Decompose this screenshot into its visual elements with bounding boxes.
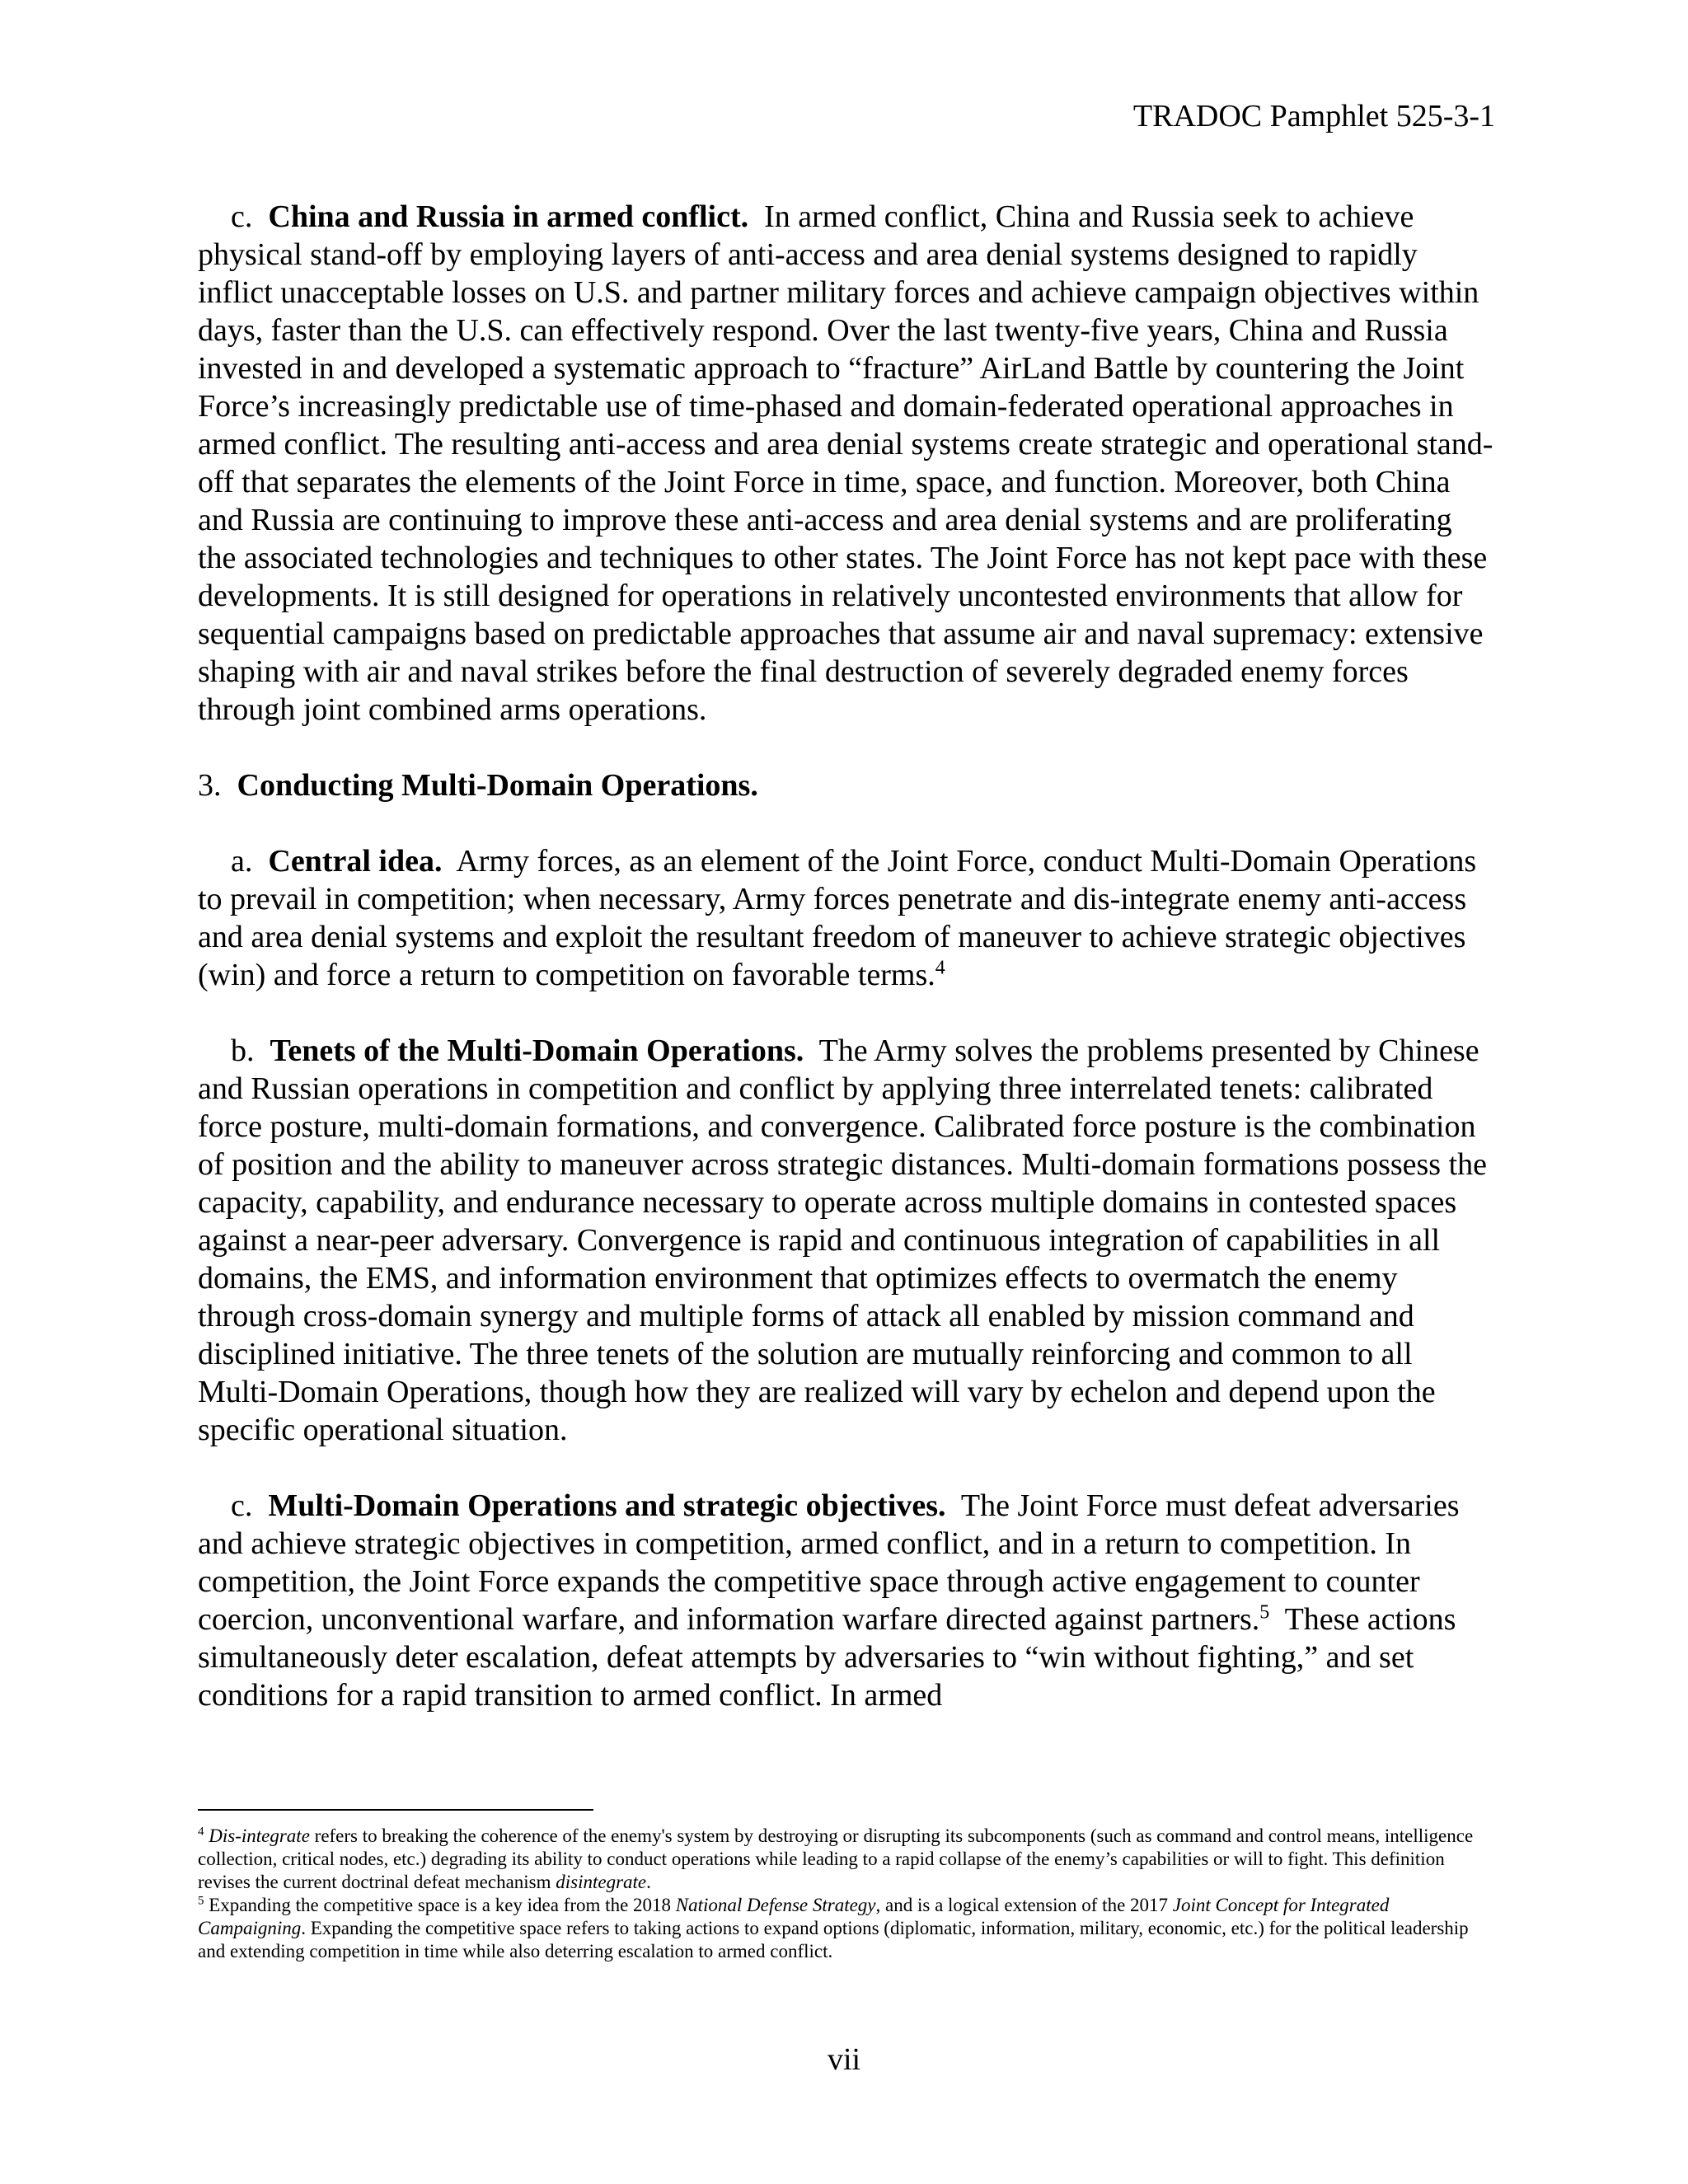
page-header: TRADOC Pamphlet 525-3-1 (1132, 99, 1495, 134)
paragraph-heading: Central idea. (268, 844, 443, 879)
footnote-title-nds: National Defense Strategy (675, 1895, 876, 1915)
footnote-end: . (646, 1872, 651, 1892)
footnote-text-c: . Expanding the competitive space refers to taking actions to expand options (diplomatic, information, military, economic, etc.) for the political leadership and extending competition in time while also deterring escalation to armed conflict. (198, 1918, 1469, 1961)
paragraph-label: b. (231, 1033, 255, 1068)
footnote-reference-5: 5 (1259, 1601, 1270, 1624)
paragraph-mdo-strategic-objectives (198, 1487, 1496, 1714)
page-number: vii (827, 2042, 861, 2077)
footnote-title-jcic: Joint Concept for Integrated Campaigning (198, 1895, 1390, 1938)
paragraph-label: c. (231, 199, 253, 234)
footnote-text: refers to breaking the coherence of the enemy's system by destroying or disrupting its subcomponents (such as command and control means, intelligence collection, critical nodes, etc.) degrading its ability to conduct operations while leading to a rapid collapse of the enemy’s capabilities or will to fight. This definition revises the current doctrinal defeat mechanism (198, 1825, 1474, 1892)
footnote-text-a: Expanding the competitive space is a key idea from the 2018 (209, 1895, 672, 1915)
paragraph-central-idea (198, 842, 1496, 994)
paragraph-heading: China and Russia in armed conflict. (268, 199, 749, 234)
paragraph-text-continued: These actions simultaneously deter escalation, defeat attempts by adversaries to “win without fighting,” and set conditions for a rapid transition to armed conflict. In armed (198, 1602, 1456, 1713)
footnote-term: Dis-integrate (209, 1825, 310, 1846)
body-text (198, 198, 1496, 1752)
paragraph-heading: Multi-Domain Operations and strategic objectives. (268, 1488, 946, 1523)
footnote-term-2: disintegrate (556, 1872, 647, 1892)
paragraph-heading: Tenets of the Multi-Domain Operations. (270, 1033, 804, 1068)
footnote-reference-4: 4 (935, 957, 945, 979)
footnote-separator (198, 1809, 593, 1811)
paragraph-text: Army forces, as an element of the Joint Force, conduct Multi-Domain Operations to prevail in competition; when necessary, Army forces penetrate and dis-integrate enemy anti-access and area denial systems and exploit the resultant freedom of maneuver to achieve strategic objectives (win) and force a return to competition on favorable terms. (198, 844, 1477, 992)
section-number: 3. (198, 768, 222, 803)
paragraph-text: The Joint Force must defeat adversaries and achieve strategic objectives in competition, armed conflict, and in a return to competition. In competition, the Joint Force expands the competitive space through active engagement to counter coercion, unconventional warfare, and information warfare directed against partners. (198, 1488, 1460, 1637)
paragraph-label: a. (231, 844, 253, 879)
paragraph-tenets (198, 1032, 1496, 1449)
footnote-text-b: , and is a logical extension of the 2017 (875, 1895, 1169, 1915)
footnote-number: 5 (198, 1894, 204, 1908)
footnote-5 (198, 1894, 1496, 1963)
footnote-number: 4 (198, 1825, 204, 1839)
paragraph-text: The Army solves the problems presented by Chinese and Russian operations in competition and conflict by applying three interrelated tenets: calibrated force posture, multi-domain formations, and convergence. Calibrated force posture is the combination of position and the ability to maneuver across strategic distances. Multi-domain formations possess the capacity, capability, and endurance necessary to operate across multiple domains in contested spaces against a near-peer adversary. Convergence is rapid and continuous integration of capabilities in all domains, the EMS, and information environment that optimizes effects to overmatch the enemy through cross-domain synergy and multiple forms of attack all enabled by mission command and disciplined initiative. The three tenets of the solution are mutually reinforcing and common to all Multi-Domain Operations, though how they are realized will vary by echelon and depend upon the specific operational situation. (198, 1033, 1488, 1447)
section-title: Conducting Multi-Domain Operations. (237, 768, 758, 803)
footnotes (198, 1825, 1496, 1963)
paragraph-label: c. (231, 1488, 253, 1523)
footnote-4 (198, 1825, 1496, 1894)
paragraph-china-russia-armed-conflict (198, 198, 1496, 729)
paragraph-text: In armed conflict, China and Russia seek to achieve physical stand-off by employing layers of anti-access and area denial systems designed to rapidly inflict unacceptable losses on U.S. and partner military forces and achieve campaign objectives within days, faster than the U.S. can effectively respond. Over the last twenty-five years, China and Russia invested in and developed a systematic approach to “fracture” AirLand Battle by countering the Joint Force’s increasingly predictable use of time-phased and domain-federated operational approaches in armed conflict. The resulting anti-access and area denial systems create strategic and operational stand-off that separates the elements of the Joint Force in time, space, and function. Moreover, both China and Russia are continuing to improve these anti-access and area denial systems and are proliferating the associated technologies and techniques to other states. The Joint Force has not kept pace with these developments. It is still designed for operations in relatively uncontested environments that allow for sequential campaigns based on predictable approaches that assume air and naval supremacy: extensive shaping with air and naval strikes before the final destruction of severely degraded enemy forces through joint combined arms operations. (198, 199, 1493, 727)
section-heading-conducting-mdo (198, 766, 1496, 804)
